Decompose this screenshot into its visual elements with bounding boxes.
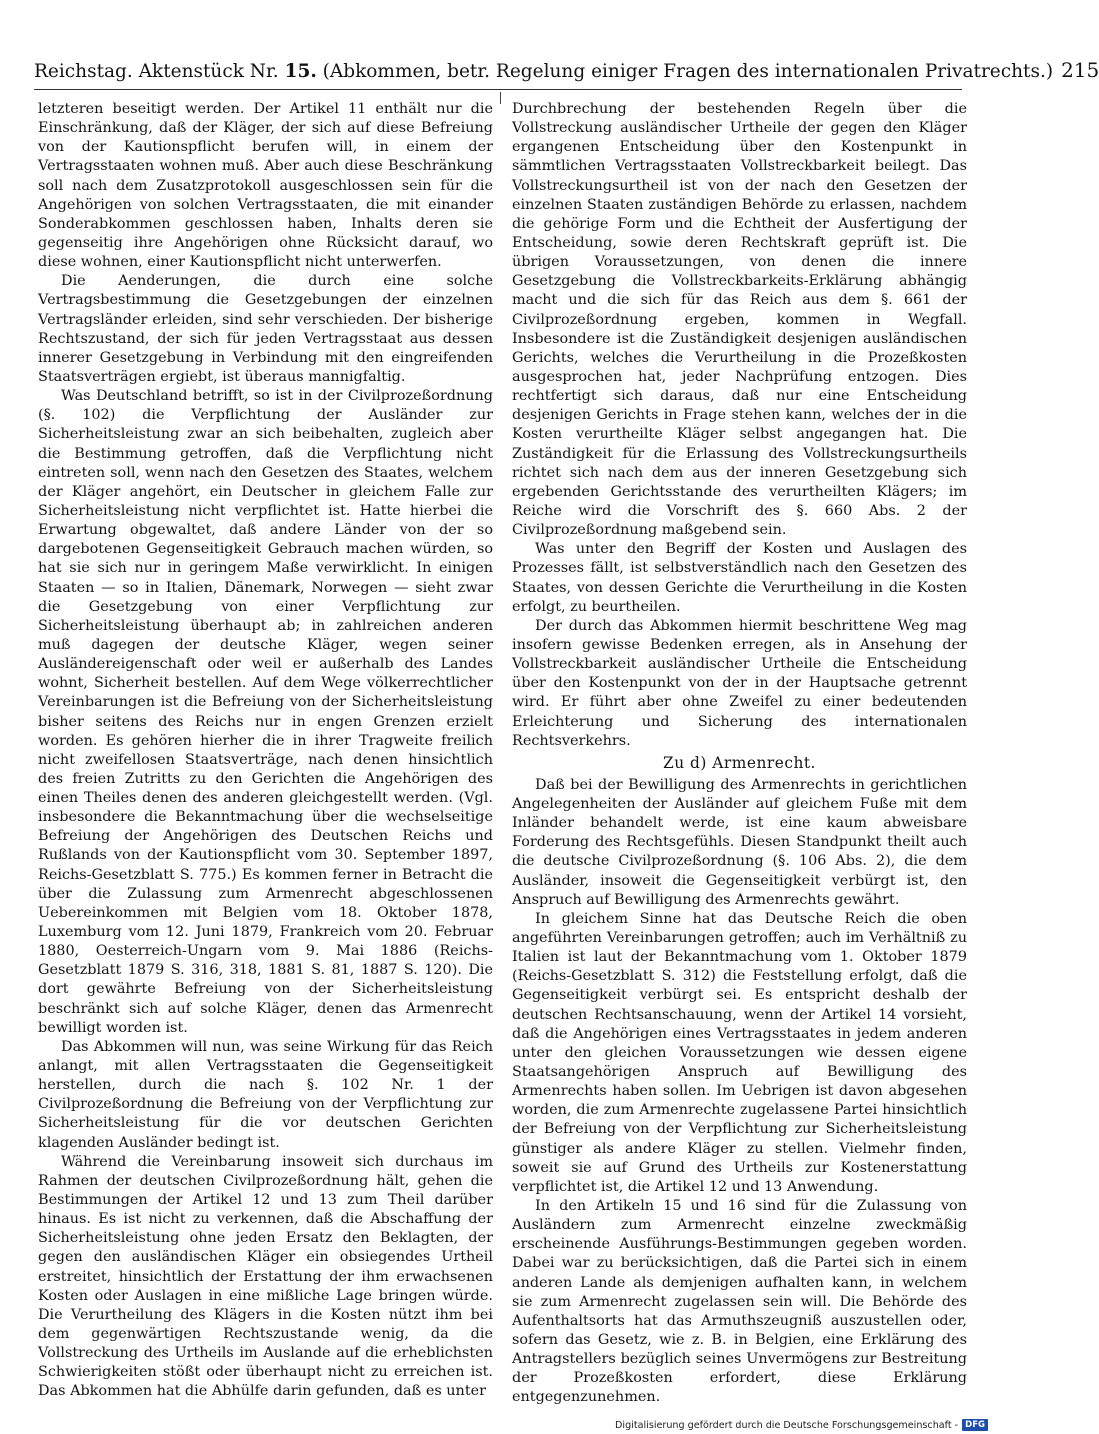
paragraph: Der durch das Abkommen hiermit beschrittene Weg mag insofern gewisse Bedenken erregen, als in Ansehung der Vollstreckbarkeit ausländischer Urtheile die Entscheidung über den Kostenpunkt von der in der Hauptsache getrennt wird. Er führt aber ohne Zweifel zu einer bedeutenden Erleichterung und Sicherung des internationalen Rechtsverkehrs.: [512, 617, 967, 749]
paragraph: Durchbrechung der bestehenden Regeln über die Vollstreckung ausländischer Urtheile der gegen den Kläger ergangenen Entscheidung über den Kostenpunkt in sämmtlichen Vertragsstaaten Vollstreckbarkeit beilegt. Das Vollstreckungsurtheil ist von der nach den Gesetzen der einzelnen Staaten zuständigen Behörde zu erlassen, nachdem die gehörige Form und die Echtheit der Ausfertigung der Entscheidung, sowie deren Rechtskraft geprüft ist. Die übrigen Voraussetzungen, von denen die innere Gesetzgebung die Vollstreckbarkeits-Erklärung abhängig macht und die sich für das Reich aus dem §. 661 der Civilprozeßordnung ergeben, kommen in Wegfall. Insbesondere ist die Zuständigkeit desjenigen ausländischen Gerichts, welches die Verurtheilung in die Prozeßkosten ausgesprochen hat, jeder Nachprüfung entzogen. Dies rechtfertigt sich daraus, daß nur eine Entscheidung desjenigen Gerichts in Frage stehen kann, welches der in die Kosten verurtheilte Kläger selbst angegangen hat. Die Zuständigkeit für die Erlassung des Vollstreckungsurtheils richtet sich nach dem aus der inneren Gesetzgebung sich ergebenden Gerichtsstande des verurtheilten Klägers; im Reiche wird die Vorschrift des §. 660 Abs. 2 der Civilprozeßordnung maßgebend sein.: [512, 101, 967, 539]
credit-text: Digitalisierung gefördert durch die Deutsche Forschungsgemeinschaft -: [615, 1419, 959, 1431]
header-subject: (Abkommen, betr. Regelung einiger Fragen des internationalen Privatrechts.): [322, 61, 1054, 82]
right-column: [512, 100, 967, 1408]
section-heading: Zu d) Armenrecht.: [663, 753, 816, 772]
running-header: [34, 58, 1099, 88]
paragraph: letzteren beseitigt werden. Der Artikel 11 enthält nur die Einschränkung, daß der Kläger, der sich auf diese Befreiung von der Kautionspflicht berufen will, in einem der Vertragsstaaten wohnen muß. Aber auch diese Beschränkung soll nach dem Zusatzprotokoll ausgeschlossen sein für die Angehörigen von solchen Vertragsstaaten, die mit einander Sonderabkommen geschlossen haben, Inhalts deren sie gegenseitig ihre Angehörigen ohne Rücksicht darauf, wo diese wohnen, einer Kautionspflicht nicht unterwerfen.: [38, 101, 493, 271]
digitization-credit: [615, 1418, 988, 1432]
header-title: [34, 61, 1053, 82]
page-number: 215: [1061, 58, 1099, 82]
header-pre: Reichstag. Aktenstück Nr.: [34, 61, 279, 82]
paragraph: Das Abkommen will nun, was seine Wirkung für das Reich anlangt, mit allen Vertragsstaaten die Gegenseitigkeit herstellen, durch die nach §. 102 Nr. 1 der Civilprozeßordnung die Befreiung von der Verpflichtung zur Sicherheitsleistung für die vor deutschen Gerichten klagenden Ausländer bedingt ist.: [38, 1038, 493, 1151]
paragraph: In den Artikeln 15 und 16 sind für die Zulassung von Ausländern zum Armenrecht einzelne zweckmäßig erscheinende Ausführungs-Bestimmungen gegeben worden. Dabei war zu berücksichtigen, daß die Partei sich in einem anderen Lande als demjenigen aufhalten kann, in welchem sie zum Armenrecht zugelassen sein will. Die Behörde des Aufenthaltsorts hat das Armuthszeugniß auszustellen oder, sofern das Gesetz, wie z. B. in Belgien, eine Erklärung des Antragstellers bezüglich seines Unvermögens zur Bestreitung der Prozeßkosten erfordert, diese Erklärung entgegenzunehmen.: [512, 1198, 967, 1406]
paragraph: In gleichem Sinne hat das Deutsche Reich die oben angeführten Vereinbarungen getroffen; auch im Verhältniß zu Italien ist laut der Bekanntmachung vom 1. Oktober 1879 (Reichs-Gesetzblatt S. 312) die Feststellung erfolgt, daß die Gegenseitigkeit verbürgt sei. Es entspricht deshalb der deutschen Rechtsanschauung, wenn der Artikel 14 vorsieht, daß die Angehörigen eines Vertragsstaates in jedem anderen unter den gleichen Voraussetzungen wie dessen eigene Staatsangehörigen Anspruch auf Bewilligung des Armenrechts haben sollen. Im Uebrigen ist davon abgesehen worden, die zum Armenrechte zugelassene Partei hinsichtlich der Befreiung von der Verpflichtung zur Sicherheitsleistung günstiger als andere Kläger zu stellen. Vielmehr finden, soweit sie auf Grund des Urtheils zur Kostenerstattung verpflichtet ist, die Artikel 12 und 13 Anwendung.: [512, 910, 967, 1195]
dfg-logo: DFG: [962, 1419, 988, 1431]
header-rule: [34, 89, 962, 90]
left-column: [38, 100, 493, 1402]
paragraph: Daß bei der Bewilligung des Armenrechts in gerichtlichen Angelegenheiten der Ausländer auf gleichem Fuße mit dem Inländer behandelt werde, ist eine kaum abweisbare Forderung des Rechtsgefühls. Diesen Standpunkt theilt auch die deutsche Civilprozeßordnung (§. 106 Abs. 2), die dem Ausländer, insoweit die Gegenseitigkeit verbürgt ist, den Anspruch auf Bewilligung des Armenrechts gewährt.: [512, 776, 967, 908]
paragraph: Was Deutschland betrifft, so ist in der Civilprozeßordnung (§. 102) die Verpflichtung der Ausländer zur Sicherheitsleistung zwar an sich beibehalten, zugleich aber die Bestimmung getroffen, daß die Verpflichtung nicht eintreten soll, wenn nach den Gesetzen des Staates, welchem der Kläger angehört, ein Deutscher in gleichem Falle zur Sicherheitsleistung nicht verpflichtet ist. Hatte hierbei die Erwartung obgewaltet, daß andere Länder von der so dargebotenen Gegenseitigkeit Gebrauch machen würden, so hat sie sich nur in geringem Maße verwirklicht. In einigen Staaten — so in Italien, Dänemark, Norwegen — sieht zwar die Gesetzgebung von einer Verpflichtung zur Sicherheitsleistung überhaupt ab; in zahlreichen anderen muß dagegen der deutsche Kläger, wegen seiner Ausländereigenschaft oder weil er außerhalb des Landes wohnt, Sicherheit bestellen. Auf dem Wege völkerrechtlicher Vereinbarungen ist die Befreiung von der Sicherheitsleistung bisher seitens des Reichs nur in engen Grenzen erzielt worden. Es gehören hierher die in ihrer Tragweite freilich nicht zweifellosen Staatsverträge, nach denen hinsichtlich des freien Zutritts zu den Gerichten die Angehörigen des einen Theiles denen des anderen gleichgestellt werden. (Vgl. insbesondere die Bekanntmachung über die wechselseitige Befreiung der Angehörigen des Deutschen Reichs und Rußlands von der Kautionspflicht vom 30. September 1897, Reichs-Gesetzblatt S. 775.) Es kommen ferner in Betracht die über die Zulassung zum Armenrecht abgeschlossenen Uebereinkommen mit Belgien vom 18. Oktober 1878, Luxemburg vom 12. Juni 1879, Frankreich vom 20. Februar 1880, Oesterreich-Ungarn vom 9. Mai 1886 (Reichs-Gesetzblatt 1879 S. 316, 318, 1881 S. 81, 1887 S. 120). Die dort gewährte Befreiung von der Sicherheitsleistung beschränkt sich auf solche Kläger, denen das Armenrecht bewilligt worden ist.: [38, 388, 493, 1036]
paragraph: Während die Vereinbarung insoweit sich durchaus im Rahmen der deutschen Civilprozeßordnung hält, gehen die Bestimmungen der Artikel 12 und 13 zum Theil darüber hinaus. Es ist nicht zu verkennen, daß die Abschaffung der Sicherheitsleistung ohne jeden Ersatz den Beklagten, der gegen den ausländischen Kläger ein obsiegendes Urtheil erstreitet, hinsichtlich der Erstattung der ihm erwachsenen Kosten oder Auslagen in eine mißliche Lage bringen würde. Die Verurtheilung des Klägers in die Kosten nützt ihm bei dem gegenwärtigen Rechtszustande wenig, da die Vollstreckung des Urtheils im Auslande auf die erheblichsten Schwierigkeiten stößt oder überhaupt nicht zu erreichen ist. Das Abkommen hat die Abhülfe darin gefunden, daß es unter: [38, 1153, 493, 1400]
paragraph: Was unter den Begriff der Kosten und Auslagen des Prozesses fällt, ist selbstverständlich nach den Gesetzen des Staates, von dessen Gerichte die Verurtheilung in die Kosten erfolgt, zu beurtheilen.: [512, 541, 967, 615]
header-document-number: 15.: [284, 61, 317, 82]
column-divider: [500, 92, 501, 104]
paragraph: Die Aenderungen, die durch eine solche Vertragsbestimmung die Gesetzgebungen der einzelnen Vertragsländer erleiden, sind sehr verschieden. Der bisherige Rechtszustand, der sich für jeden Vertragsstaat aus dessen innerer Gesetzgebung in Verbindung mit den eingreifenden Staatsverträgen ergiebt, ist überaus mannigfaltig.: [38, 273, 493, 385]
